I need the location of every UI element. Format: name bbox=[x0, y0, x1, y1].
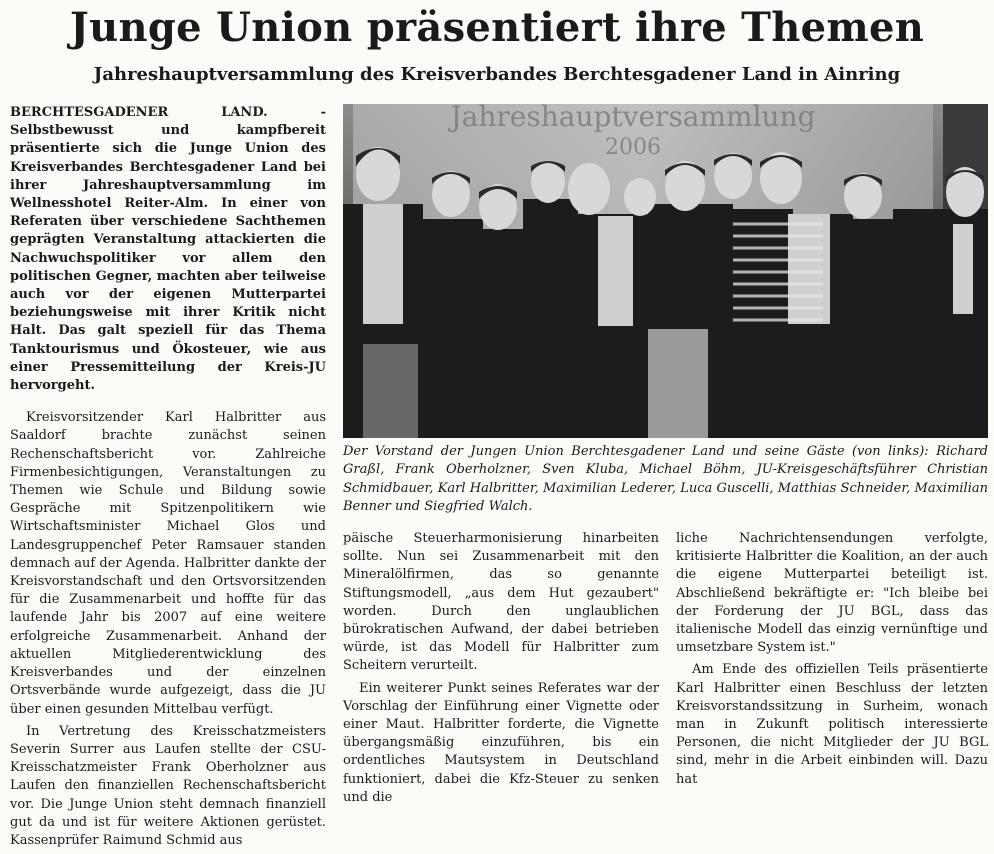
column-1 bbox=[10, 104, 326, 854]
paragraph: liche Nachrichtensendungen verfolgte, kritisierte Halbritter die Koalition, an der auch die eigene Mutterpartei beteiligt ist. Abschließend bekräftigte er: "Ich bleibe bei der Forderung der JU BGL, dass das italienische Modell das einzig vernünftige und umsetzbare System ist." bbox=[676, 531, 988, 656]
banner-text: Jahreshauptversammlung bbox=[450, 104, 816, 133]
paragraph: Kreisvorsitzender Karl Halbritter aus Saaldorf brachte zunächst seinen Rechenschaftsbericht vor. Zahlreiche Firmenbesichtigungen, Veranstaltungen zu Themen wie Schule und Bildung sowie Gespräche mit Spitzenpolitikern wie Wirtschaftsminister Michael Glos und Landesgruppenchef Peter Ramsauer standen demnach auf der Agenda. Halbritter dankte der Kreisvorstandschaft und den Ortsvorsitzenden für die Zusammenarbeit und hoffte für das laufende Jahr bis 2007 auf eine weitere erfolgreiche Zusammenarbeit. Anhand der aktuellen Mitgliederentwicklung des Kreisverbandes und der einzelnen Ortsverbände wurde aufgezeigt, dass die JU über einen gesunden Mittelbau verfügt. bbox=[10, 410, 326, 717]
group-photo-image bbox=[343, 104, 988, 438]
group-photo bbox=[343, 104, 988, 438]
paragraph: päische Steuerharmonisierung hinarbeiten sollte. Nun sei Zusammenarbeit mit den Mineralölfirmen, das so genannte Stiftungsmodell, „aus dem Hut gezaubert" worden. Durch den unglaublichen bürokratischen Aufwand, der dabei betrieben würde, ist das Modell für Halbritter zum Scheitern verurteilt. bbox=[343, 531, 659, 674]
column-2 bbox=[343, 530, 659, 811]
lead-paragraph: BERCHTESGADENER LAND. - Selbstbewusst und kampfbereit präsentierte sich die Junge Union des Kreisverbandes Berchtesgadener Land bei ihrer Jahreshauptversammlung im Wellnesshotel Reiter-Alm. In einer von Referaten über verschiedene Sachthemen geprägten Veranstaltung attackierten die Nachwuchspolitiker vor allem den politischen Gegner, machten aber teilweise auch vor der eigenen Mutterpartei beziehungsweise mit ihrer Kritik nicht Halt. Das galt speziell für das Thema Tanktourismus und Ökosteuer, wie aus einer Pressemitteilung der Kreis-JU hervorgeht. bbox=[10, 105, 326, 394]
photo-caption: Der Vorstand der Jungen Union Berchtesgadener Land und seine Gäste (von links): Richard Graßl, Frank Oberholzner, Sven Kluba, Michael Böhm, JU-Kreisgeschäftsführer Christian Schmidbauer, Karl Halbritter, Maximilian Lederer, Luca Guscelli, Matthias Schneider, Maximilian Benner und Siegfried Walch. bbox=[343, 444, 988, 515]
headline: Junge Union präsentiert ihre Themen bbox=[69, 4, 925, 51]
banner-year: 2006 bbox=[605, 135, 661, 160]
subheadline: Jahreshauptversammlung des Kreisverbandes Berchtesgadener Land in Ainring bbox=[93, 64, 901, 85]
paragraph: Ein weiterer Punkt seines Referates war der Vorschlag der Einführung einer Vignette oder einer Maut. Halbritter forderte, die Vignette übergangsmäßig einzuführen, bis ein ordentliches Mautsystem in Deutschland funktioniert, dabei die Kfz-Steuer zu senken und die bbox=[343, 680, 659, 805]
paragraph: In Vertretung des Kreisschatzmeisters Severin Surrer aus Laufen stellte der CSU-Kreisschatzmeister Frank Oberholzner aus Laufen den finanziellen Rechenschaftsbericht vor. Die Junge Union steht demnach finanziell gut da und ist für weitere Aktionen gerüstet. Kassenprüfer Raimund Schmid aus bbox=[10, 723, 326, 848]
column-3 bbox=[676, 530, 988, 793]
paragraph: Am Ende des offiziellen Teils präsentierte Karl Halbritter einen Beschluss der letzten Kreisvorstandssitzung in Surheim, wonach man in Zukunft politisch interessierte Personen, die nicht Mitglieder der JU BGL sind, mehr in die Arbeit einbinden will. Dazu hat bbox=[676, 662, 988, 787]
